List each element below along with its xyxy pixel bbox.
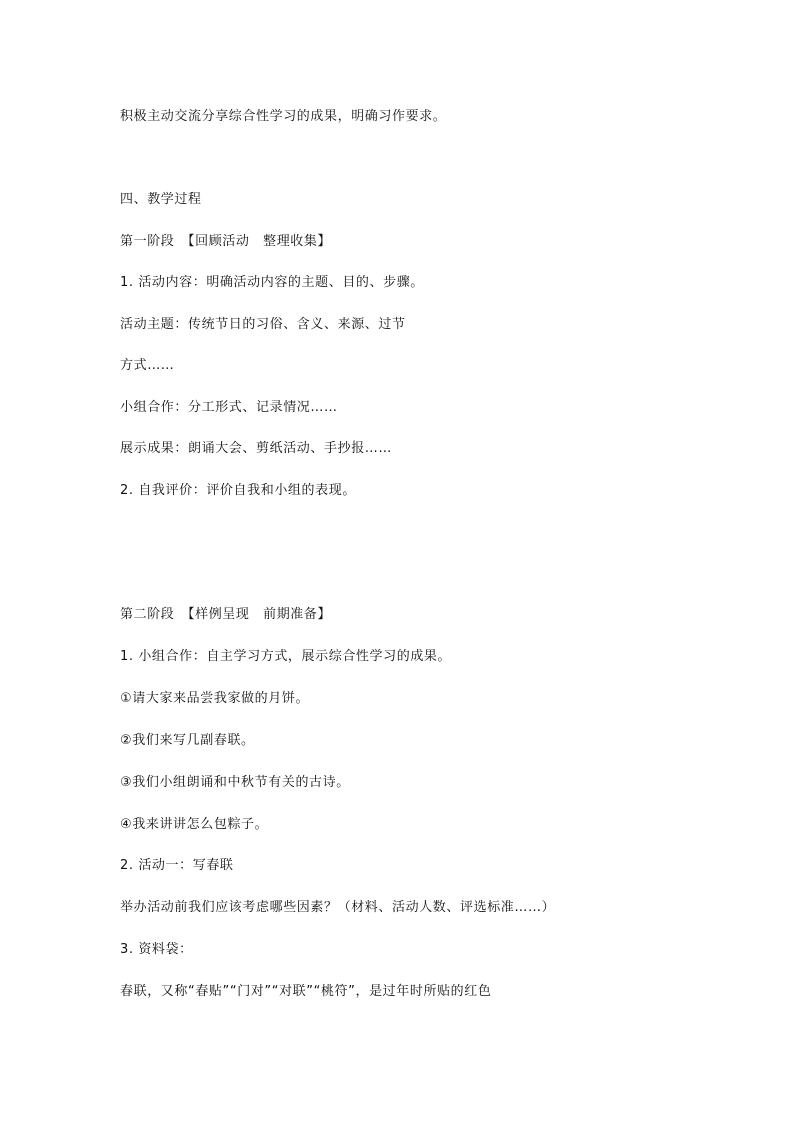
text-line-activity-one: 2. 活动一：写春联 [120,858,234,873]
section-heading-teaching-process: 四、教学过程 [120,192,202,207]
text-line-self-evaluation: 2. 自我评价：评价自我和小组的表现。 [120,483,356,498]
text-line-group-cooperation: 小组合作：分工形式、记录情况…… [120,400,338,415]
text-line-couplet-definition: 春联，又称“春贴”“门对”“对联”“桃符”，是过年时所贴的红色 [120,984,492,999]
text-line-activity-content: 1. 活动内容：明确活动内容的主题、目的、步骤。 [120,275,424,290]
stage-one-heading: 第一阶段 【回顾活动 整理收集】 [120,234,332,249]
text-line-goal: 积极主动交流分享综合性学习的成果，明确习作要求。 [120,109,447,124]
list-item-couplets: ②我们来写几副春联。 [120,733,255,748]
text-line-considerations: 举办活动前我们应该考虑哪些因素？（材料、活动人数、评选标准……） [120,900,556,915]
list-item-mooncake: ①请大家来品尝我家做的月饼。 [120,691,310,706]
stage-two-heading: 第二阶段 【样例呈现 前期准备】 [120,607,332,622]
text-line-resource-bag: 3. 资料袋： [120,942,193,957]
text-line-activity-theme: 活动主题：传统节日的习俗、含义、来源、过节 [120,317,406,332]
list-item-zongzi: ④我来讲讲怎么包粽子。 [120,817,269,832]
text-line-methods: 方式…… [120,358,175,373]
text-line-group-study: 1. 小组合作：自主学习方式，展示综合性学习的成果。 [120,649,452,664]
list-item-poems: ③我们小组朗诵和中秋节有关的古诗。 [120,775,350,790]
text-line-show-results: 展示成果：朗诵大会、剪纸活动、手抄报…… [120,441,393,456]
